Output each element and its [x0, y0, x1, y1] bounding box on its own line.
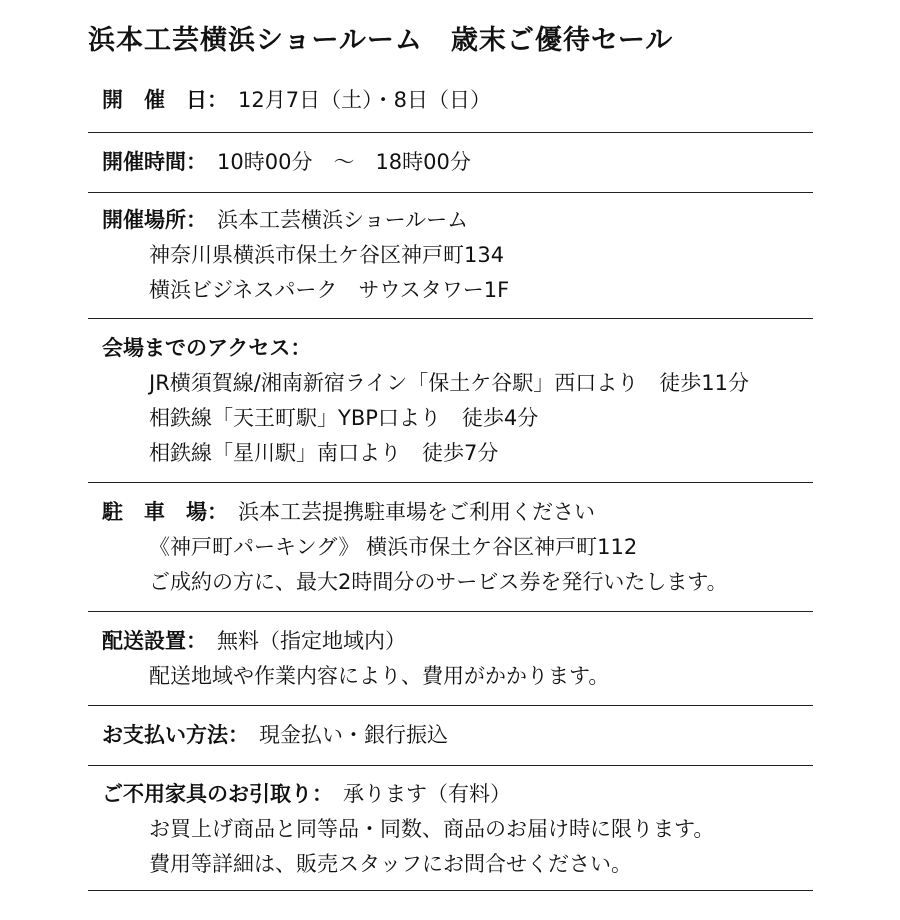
info-detail-line: 配送地域や作業内容により、費用がかかります。: [149, 664, 610, 688]
page-title: 浜本工芸横浜ショールーム 歳末ご優待セール: [88, 25, 674, 56]
info-value: 無料（指定地域内）: [217, 629, 406, 653]
info-value: 現金払い・銀行振込: [259, 723, 448, 747]
info-detail-line: 相鉄線「星川駅」南口より 徒歩7分: [149, 441, 499, 465]
info-row-parking: [88, 483, 813, 612]
info-detail-line: お買上げ商品と同等品・同数、商品のお届け時に限ります。: [149, 817, 715, 841]
info-value: 浜本工芸横浜ショールーム: [217, 208, 469, 232]
info-detail-line: 神奈川県横浜市保土ケ谷区神戸町134: [149, 243, 505, 267]
info-line: [102, 718, 813, 753]
info-detail-line: 費用等詳細は、販売スタッフにお問合せください。: [149, 852, 632, 876]
info-detail-line: ご成約の方に、最大2時間分のサービス券を発行いたします。: [149, 570, 728, 594]
info-line: [102, 203, 813, 238]
info-row-delivery: [88, 612, 813, 706]
info-row-venue: [88, 193, 813, 319]
info-label: 開 催 日：: [102, 88, 228, 112]
info-label: ご不用家具のお引取り：: [102, 782, 333, 806]
info-row-payment: [88, 706, 813, 766]
info-detail-line: 相鉄線「天王町駅」YBP口より 徒歩4分: [149, 406, 539, 430]
info-line: [102, 145, 813, 180]
info-value: 承ります（有料）: [343, 782, 511, 806]
info-detail-line: 横浜ビジネスパーク サウスタワー1F: [149, 278, 510, 302]
info-line: [102, 83, 813, 118]
info-detail-line: 《神戸町パーキング》 横浜市保土ケ谷区神戸町112: [149, 535, 638, 559]
info-row-hours: [88, 133, 813, 193]
info-label: お支払い方法：: [102, 723, 249, 747]
info-label: 駐 車 場：: [102, 500, 228, 524]
info-label: 開催時間：: [102, 150, 207, 174]
info-value: 浜本工芸提携駐車場をご利用ください: [238, 500, 595, 524]
info-row-access: [88, 319, 813, 483]
info-row-furniture-pickup: [88, 766, 813, 891]
info-row-dates: [88, 74, 813, 133]
info-line: [102, 624, 813, 659]
info-value: 12月7日（土）・8日（日）: [238, 88, 491, 112]
info-value: 10時00分 ～ 18時00分: [217, 150, 471, 174]
info-table: [88, 74, 813, 891]
info-label: 開催場所：: [102, 208, 207, 232]
info-label: 配送設置：: [102, 629, 207, 653]
info-label: 会場までのアクセス：: [102, 336, 312, 360]
info-line: [102, 777, 813, 812]
info-line: [102, 331, 813, 366]
info-line: [102, 495, 813, 530]
info-detail-line: JR横須賀線/湘南新宿ライン「保土ケ谷駅」西口より 徒歩11分: [149, 371, 749, 395]
